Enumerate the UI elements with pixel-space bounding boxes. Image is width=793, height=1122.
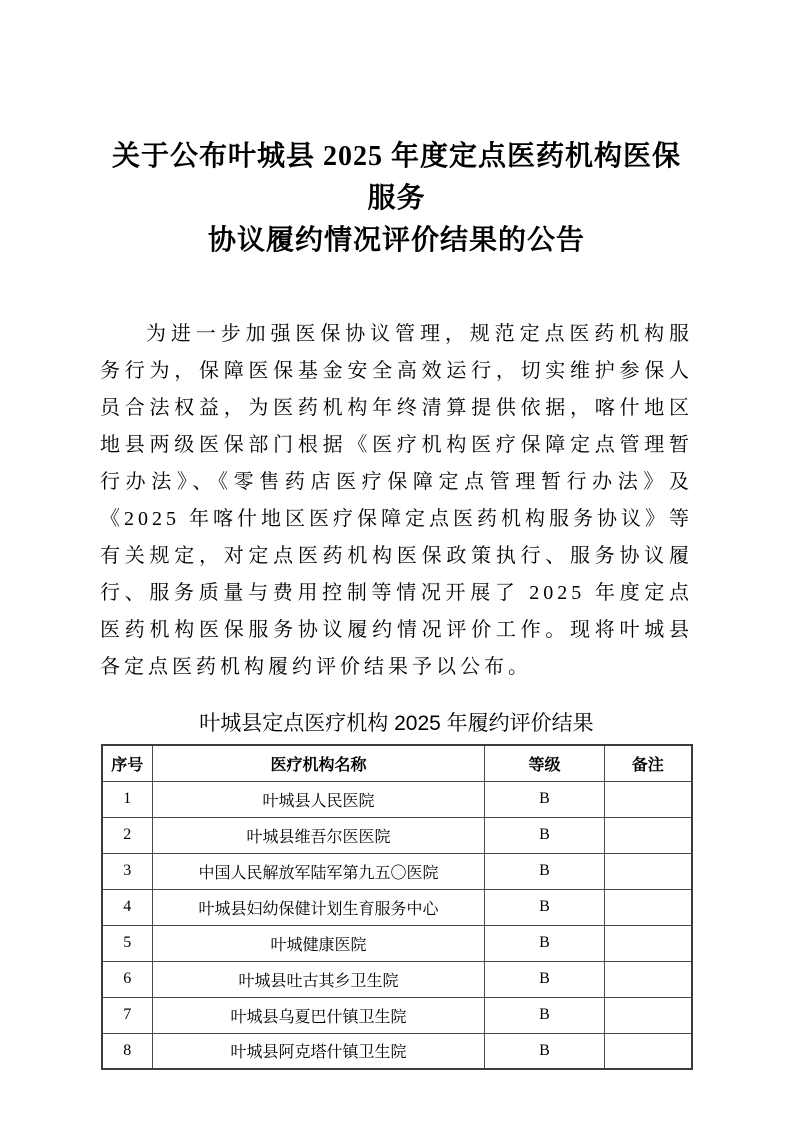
cell-seq: 6	[102, 961, 153, 997]
document-title-line1: 关于公布叶城县 2025 年度定点医药机构医保服务	[111, 141, 681, 214]
cell-seq: 5	[102, 925, 153, 961]
cell-grade: B	[485, 1033, 605, 1069]
evaluation-table	[101, 744, 693, 1070]
table-row	[102, 1033, 692, 1069]
cell-seq: 2	[102, 817, 153, 853]
cell-org-name: 叶城县维吾尔医医院	[153, 817, 485, 853]
table-row	[102, 817, 692, 853]
body-paragraph: 为进一步加强医保协议管理，规范定点医药机构服务行为，保障医保基金安全高效运行，切实维护参保人员合法权益，为医药机构年终清算提供依据，喀什地区地县两级医保部门根据《医疗机构医疗保障定点管理暂行办法》、《零售药店医疗保障定点管理暂行办法》及《2025 年喀什地区医疗保障定点医药机构服务协议》等有关规定，对定点医药机构医保政策执行、服务协议履行、服务质量与费用控制等情况开展了 2025 年度定点医药机构医保服务协议履约情况评价工作。现将叶城县各定点医药机构履约评价结果予以公布。	[100, 323, 693, 678]
table-title: 叶城县定点医疗机构 2025 年履约评价结果	[199, 712, 594, 735]
cell-seq: 4	[102, 889, 153, 925]
cell-remark	[605, 997, 692, 1033]
cell-remark	[605, 781, 692, 817]
cell-org-name: 叶城县乌夏巴什镇卫生院	[153, 997, 485, 1033]
cell-org-name: 叶城县吐古其乡卫生院	[153, 961, 485, 997]
table-row	[102, 853, 692, 889]
table-row	[102, 925, 692, 961]
cell-grade: B	[485, 817, 605, 853]
header-seq: 序号	[102, 745, 153, 781]
cell-org-name: 叶城县妇幼保健计划生育服务中心	[153, 889, 485, 925]
table-row	[102, 961, 692, 997]
header-remark: 备注	[605, 745, 692, 781]
cell-remark	[605, 817, 692, 853]
document-title	[100, 136, 693, 262]
cell-remark	[605, 961, 692, 997]
cell-grade: B	[485, 889, 605, 925]
table-row	[102, 781, 692, 817]
document-title-line2: 协议履约情况评价结果的公告	[207, 225, 585, 256]
cell-grade: B	[485, 961, 605, 997]
cell-org-name: 中国人民解放军陆军第九五〇医院	[153, 853, 485, 889]
header-grade: 等级	[485, 745, 605, 781]
cell-org-name: 叶城县阿克塔什镇卫生院	[153, 1033, 485, 1069]
cell-org-name: 叶城健康医院	[153, 925, 485, 961]
cell-remark	[605, 853, 692, 889]
cell-seq: 3	[102, 853, 153, 889]
cell-grade: B	[485, 997, 605, 1033]
cell-grade: B	[485, 781, 605, 817]
cell-seq: 1	[102, 781, 153, 817]
cell-remark	[605, 1033, 692, 1069]
cell-seq: 8	[102, 1033, 153, 1069]
cell-remark	[605, 889, 692, 925]
header-org-name: 医疗机构名称	[153, 745, 485, 781]
cell-seq: 7	[102, 997, 153, 1033]
table-row	[102, 889, 692, 925]
cell-grade: B	[485, 853, 605, 889]
table-row	[102, 997, 692, 1033]
cell-grade: B	[485, 925, 605, 961]
table-header-row	[102, 745, 692, 781]
cell-org-name: 叶城县人民医院	[153, 781, 485, 817]
cell-remark	[605, 925, 692, 961]
